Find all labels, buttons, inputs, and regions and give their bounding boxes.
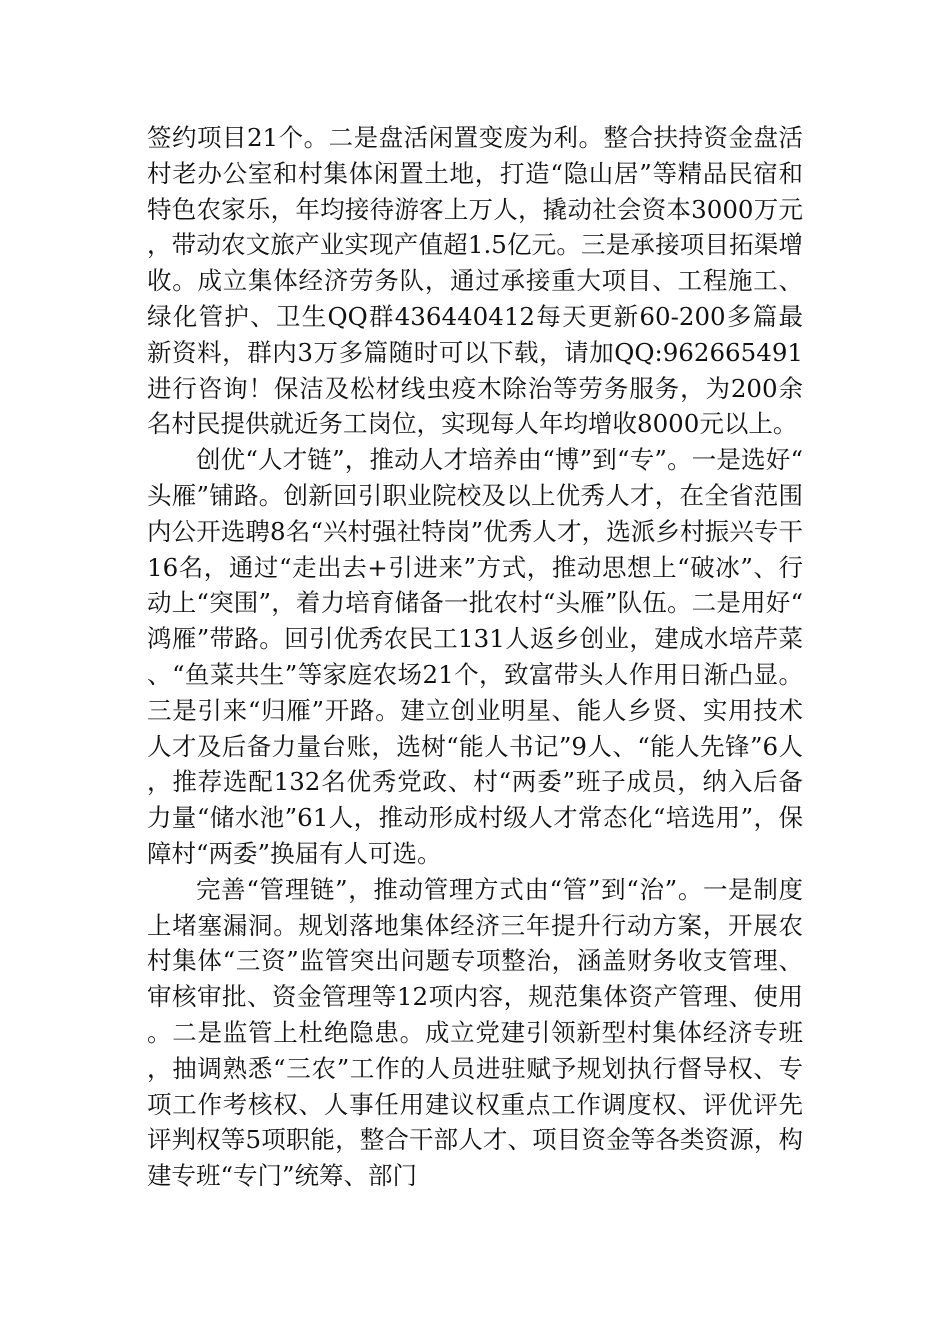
document-body xyxy=(147,120,803,1194)
paragraph-management-chain: 完善“管理链”，推动管理方式由“管”到“治”。一是制度上堵塞漏洞。规划落地集体经济三年提升行动方案，开展农村集体“三资”监管突出问题专项整治，涵盖财务收支管理、审核审批、资金管理等12项内容，规范集体资产管理、使用。二是监管上杜绝隐患。成立党建引领新型村集体经济专班，抽调熟悉“三农”工作的人员进驻赋予规划执行督导权、专项工作考核权、人事任用建议权重点工作调度权、评优评先评判权等5项职能，整合干部人才、项目资金等各类资源，构建专班“专门”统筹、部门 xyxy=(147,874,803,1191)
paragraph-talent-chain: 创优“人才链”，推动人才培养由“博”到“专”。一是选好“头雁”铺路。创新回引职业院校及以上优秀人才，在全省范围内公开选聘8名“兴村强社特岗”优秀人才，选派乡村振兴专干16名，通过“走出去+引进来”方式，推动思想上“破冰”、行动上“突围”，着力培育储备一批农村“头雁”队伍。二是用好“鸿雁”带路。回引优秀农民工131人返乡创业，建成水培芹菜、“鱼菜共生”等家庭农场21个，致富带头人作用日渐凸显。三是引来“归雁”开路。建立创业明星、能人乡贤、实用技术人才及后备力量台账，选树“能人书记”9人、“能人先锋”6人，推荐选配132名优秀党政、村“两委”班子成员，纳入后备力量“储水池”61人，推动形成村级人才常态化“培选用”，保障村“两委”换届有人可选。 xyxy=(147,445,803,868)
paragraph-income: 签约项目21个。二是盘活闲置变废为利。整合扶持资金盘活村老办公室和村集体闲置土地，打造“隐山居”等精品民宿和特色农家乐，年均接待游客上万人，撬动社会资本3000万元，带动农文旅产业实现产值超1.5亿元。三是承接项目拓渠增收。成立集体经济劳务队，通过承接重大项目、工程施工、绿化管护、卫生QQ群436440412每天更新60-200多篇最新资料，群内3万多篇随时可以下载，请加QQ:962665491进行咨询！保洁及松材线虫疫木除治等劳务服务，为200余名村民提供就近务工岗位，实现每人年均增收8000元以上。 xyxy=(147,123,803,439)
